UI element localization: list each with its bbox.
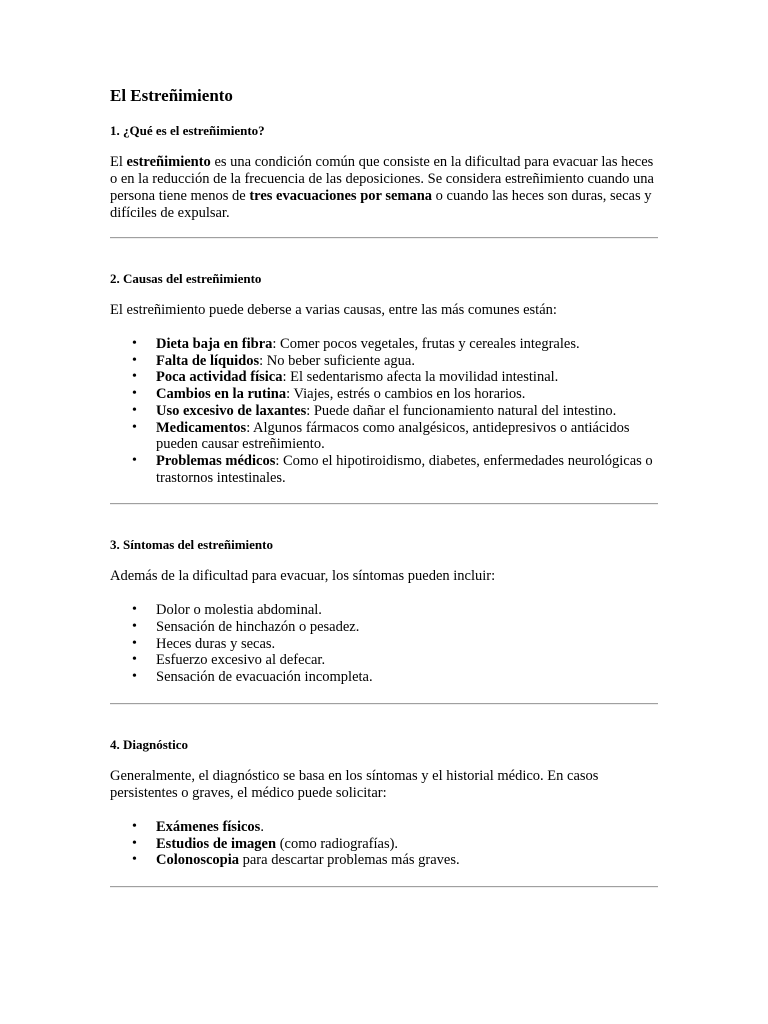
section-2-heading: 2. Causas del estreñimiento: [110, 271, 262, 286]
section-3-intro: Además de la dificultad para evacuar, los síntomas pueden incluir:: [110, 568, 496, 585]
list-item-term: Falta de líquidos: [156, 352, 260, 369]
list-item: [110, 336, 658, 353]
document-page: [110, 84, 658, 888]
document-title: El Estreñimiento: [110, 86, 233, 105]
list-item-term: Estudios de imagen: [156, 835, 277, 852]
section-divider: [110, 703, 658, 705]
list-item-text: : Viajes, estrés o cambios en los horarios.: [286, 386, 526, 403]
list-item: [110, 602, 658, 619]
bullet-icon: •: [132, 386, 137, 402]
list-item-text: para descartar problemas más graves.: [239, 852, 460, 869]
section-2-intro: El estreñimiento puede deberse a varias causas, entre las más comunes están:: [110, 302, 557, 318]
section-divider: [110, 237, 658, 239]
section-3-heading: 3. Síntomas del estreñimiento: [110, 537, 273, 553]
list-item: [110, 836, 658, 853]
section-4-heading: 4. Diagnóstico: [110, 736, 188, 752]
list-item: [110, 453, 658, 486]
bullet-icon: •: [132, 852, 137, 868]
causes-list: [110, 336, 658, 486]
list-item-text: : Comer pocos vegetales, frutas y cereales integrales.: [272, 336, 580, 352]
list-item: [110, 652, 658, 669]
bullet-icon: •: [132, 818, 137, 834]
list-item: [110, 386, 658, 403]
list-item-term: Dieta baja en fibra: [156, 336, 273, 352]
bullet-icon: •: [132, 635, 137, 651]
section-1-heading: 1. ¿Qué es el estreñimiento?: [110, 123, 265, 138]
list-item-text: : No beber suficiente agua.: [259, 352, 415, 369]
list-item-text: Dolor o molestia abdominal.: [156, 602, 322, 619]
section-divider: [110, 503, 658, 505]
list-item-text: : Puede dañar el funcionamiento natural del intestino.: [306, 402, 617, 419]
section-1-paragraph: El estreñimiento es una condición común que consiste en la dificultad para evacuar las heces o en la reducción de la frecuencia de las deposiciones. Se considera estreñimiento cuando una persona tiene menos de tres evacuaciones por semana o cuando las heces son duras, secas y difíciles de expulsar.: [110, 154, 654, 221]
bullet-icon: •: [132, 402, 137, 418]
section-divider: [110, 886, 658, 888]
bullet-icon: •: [132, 452, 137, 468]
list-item-term: Cambios en la rutina: [156, 386, 287, 403]
list-item: [110, 353, 658, 370]
list-item-term: Exámenes físicos: [156, 818, 261, 835]
symptoms-list: [110, 602, 658, 686]
list-item-text: (como radiografías).: [276, 835, 399, 852]
list-item: [110, 403, 658, 420]
section-4-intro: Generalmente, el diagnóstico se basa en los síntomas y el historial médico. En casos persistentes o graves, el médico puede solicitar:: [110, 767, 599, 801]
bullet-icon: •: [132, 336, 137, 351]
list-item: [110, 852, 658, 869]
list-item-text: : Como el hipotiroidismo, diabetes, enfermedades neurológicas o trastornos intestinales.: [156, 452, 653, 486]
list-item-text: : El sedentarismo afecta la movilidad intestinal.: [282, 369, 559, 386]
bullet-icon: •: [132, 602, 137, 618]
list-item-term: Colonoscopia: [156, 852, 239, 869]
list-item-term: Poca actividad física: [156, 369, 283, 386]
list-item: [110, 819, 658, 836]
list-item-term: Medicamentos: [156, 419, 247, 436]
list-item-text: Esfuerzo excesivo al defecar.: [156, 652, 326, 669]
bullet-icon: •: [132, 419, 137, 435]
bullet-icon: •: [132, 352, 137, 368]
bullet-icon: •: [132, 669, 137, 685]
list-item-text: Heces duras y secas.: [156, 635, 276, 652]
list-item-term: Uso excesivo de laxantes: [156, 402, 307, 419]
bullet-icon: •: [132, 619, 137, 635]
list-item-text: Sensación de evacuación incompleta.: [156, 669, 373, 686]
list-item-text: .: [260, 818, 264, 835]
bullet-icon: •: [132, 652, 137, 668]
list-item-term: Problemas médicos: [156, 452, 276, 469]
bullet-icon: •: [132, 369, 137, 385]
list-item-text: : Algunos fármacos como analgésicos, antidepresivos o antiácidos pueden causar estreñimiento.: [156, 419, 630, 453]
list-item-text: Sensación de hinchazón o pesadez.: [156, 619, 360, 636]
list-item: [110, 669, 658, 686]
list-item: [110, 420, 658, 453]
bullet-icon: •: [132, 835, 137, 851]
list-item: [110, 619, 658, 636]
diagnosis-list: [110, 819, 658, 869]
list-item: [110, 636, 658, 653]
list-item: [110, 369, 658, 386]
